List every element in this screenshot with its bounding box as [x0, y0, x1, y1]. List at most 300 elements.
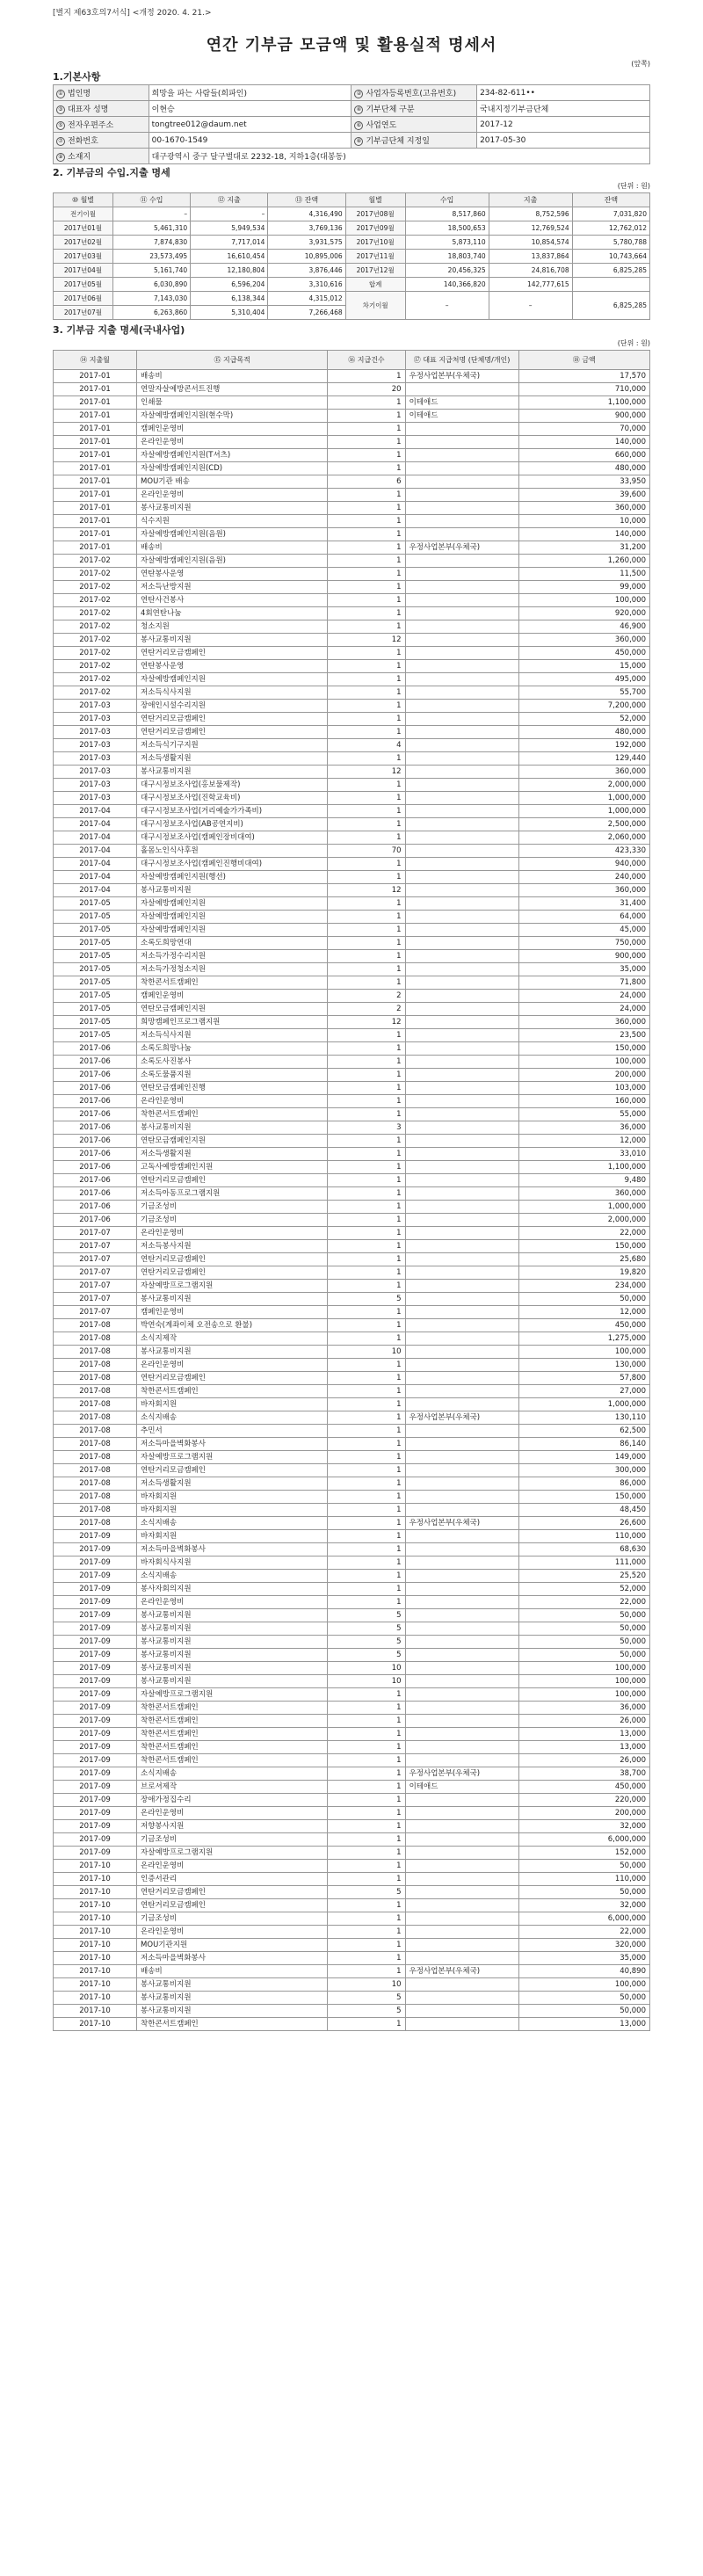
table-row	[54, 1121, 650, 1135]
expense-month: 2017-01	[54, 410, 137, 423]
expense-amount: 50,000	[518, 2005, 649, 2018]
table-row	[54, 963, 650, 976]
info-label	[54, 85, 149, 101]
expense-count: 12	[328, 1016, 405, 1029]
expense-amount: 480,000	[518, 462, 649, 475]
expense-count: 1	[328, 607, 405, 620]
expense-payee	[405, 1280, 518, 1293]
expense-payee	[405, 1741, 518, 1754]
table-row	[54, 1517, 650, 1530]
expense-month: 2017-09	[54, 1728, 137, 1741]
table-row	[54, 897, 650, 911]
income-cell-month: 2017년08월	[345, 207, 405, 221]
expense-month: 2017-03	[54, 792, 137, 805]
table-row	[54, 410, 650, 423]
expense-count: 5	[328, 1293, 405, 1306]
table-row	[54, 1530, 650, 1543]
circled-number: ⑨	[56, 153, 65, 162]
table-row	[54, 1992, 650, 2005]
expense-count: 1	[328, 1306, 405, 1319]
expense-purpose: 저소득마을벽화봉사	[137, 1543, 328, 1556]
expense-payee	[405, 1148, 518, 1161]
expense-purpose: 기금조성비	[137, 1833, 328, 1847]
expense-month: 2017-05	[54, 897, 137, 911]
expense-amount: 140,000	[518, 528, 649, 541]
expense-purpose: 저소득아동프로그램지원	[137, 1187, 328, 1201]
expense-amount: 52,000	[518, 1583, 649, 1596]
expense-count: 1	[328, 462, 405, 475]
expense-count: 1	[328, 1253, 405, 1266]
expense-month: 2017-09	[54, 1807, 137, 1820]
expense-count: 1	[328, 911, 405, 924]
expense-amount: 160,000	[518, 1095, 649, 1108]
expense-month: 2017-09	[54, 1754, 137, 1767]
expense-purpose: MOU기관 배송	[137, 475, 328, 489]
expense-count: 1	[328, 1491, 405, 1504]
table-row	[54, 1860, 650, 1873]
expense-payee	[405, 1477, 518, 1491]
expense-count: 1	[328, 1135, 405, 1148]
expense-purpose: 착한콘서트캠페인	[137, 1741, 328, 1754]
income-cell-month: 2017년03월	[54, 250, 113, 264]
expense-amount: 1,260,000	[518, 555, 649, 568]
expense-count: 1	[328, 1741, 405, 1754]
expense-count: 1	[328, 396, 405, 410]
expense-month: 2017-09	[54, 1583, 137, 1596]
expense-amount: 33,950	[518, 475, 649, 489]
expense-amount: 360,000	[518, 766, 649, 779]
expense-purpose: 박연숙(계좌이체 오전송으로 환불)	[137, 1319, 328, 1332]
table-row	[54, 1543, 650, 1556]
column-header: ⑰ 대표 지급처명 (단체명/개인)	[405, 351, 518, 370]
expense-month: 2017-06	[54, 1121, 137, 1135]
expense-purpose: 자살예방프로그램지원	[137, 1688, 328, 1702]
expense-amount: 26,000	[518, 1715, 649, 1728]
table-row	[54, 673, 650, 686]
table-row	[54, 1702, 650, 1715]
expense-payee: 이테애드	[405, 410, 518, 423]
table-row	[54, 555, 650, 568]
expense-month: 2017-09	[54, 1543, 137, 1556]
income-row	[54, 292, 650, 306]
expense-payee	[405, 1003, 518, 1016]
expense-month: 2017-01	[54, 396, 137, 410]
expense-count: 1	[328, 713, 405, 726]
expense-payee	[405, 792, 518, 805]
expense-count: 1	[328, 1359, 405, 1372]
expense-amount: 45,000	[518, 924, 649, 937]
expense-purpose: 연탄사건봉사	[137, 594, 328, 607]
expense-purpose: 대구시정보조사업(AB공연지비)	[137, 818, 328, 831]
expense-payee	[405, 1029, 518, 1042]
table-row	[54, 1003, 650, 1016]
income-cell-balance: 3,931,575	[268, 236, 345, 250]
income-cell-balance: 3,310,616	[268, 278, 345, 292]
expense-purpose: 온라인운영비	[137, 1095, 328, 1108]
expense-count: 1	[328, 1952, 405, 1965]
info-label-text: 기부금단체 지정일	[366, 137, 430, 146]
column-header: 수입	[405, 193, 489, 207]
expense-payee	[405, 1266, 518, 1280]
table-row	[54, 1161, 650, 1174]
expense-amount: 64,000	[518, 911, 649, 924]
expense-payee	[405, 1372, 518, 1385]
expense-payee	[405, 673, 518, 686]
expense-purpose: 기금조성비	[137, 1201, 328, 1214]
expense-count: 1	[328, 1398, 405, 1411]
expense-count: 1	[328, 581, 405, 594]
expense-purpose: 봉사교통비지원	[137, 1622, 328, 1636]
table-row	[54, 502, 650, 515]
expense-purpose: 연탄거리모금캠페인	[137, 1886, 328, 1899]
expense-month: 2017-06	[54, 1187, 137, 1201]
table-row	[54, 1293, 650, 1306]
income-cell-month: 2017년06월	[54, 292, 113, 306]
expense-amount: 10,000	[518, 515, 649, 528]
table-row	[54, 1425, 650, 1438]
expense-amount: 360,000	[518, 884, 649, 897]
expense-count: 5	[328, 1609, 405, 1622]
expense-month: 2017-08	[54, 1504, 137, 1517]
expense-payee	[405, 1609, 518, 1622]
expense-amount: 50,000	[518, 1860, 649, 1873]
table-row	[54, 449, 650, 462]
table-row	[54, 1319, 650, 1332]
expense-amount: 11,500	[518, 568, 649, 581]
expense-payee	[405, 475, 518, 489]
expense-payee	[405, 1108, 518, 1121]
expense-count: 1	[328, 1833, 405, 1847]
expense-payee	[405, 1847, 518, 1860]
expense-purpose: 온라인운영비	[137, 489, 328, 502]
expense-count: 1	[328, 1214, 405, 1227]
income-cell-month: 전기이월	[54, 207, 113, 221]
expense-payee	[405, 1293, 518, 1306]
expense-count: 1	[328, 1517, 405, 1530]
expense-month: 2017-05	[54, 1016, 137, 1029]
income-header-row	[54, 193, 650, 207]
expense-month: 2017-09	[54, 1820, 137, 1833]
expense-month: 2017-01	[54, 515, 137, 528]
expense-purpose: 연탄모금캠페인진행	[137, 1082, 328, 1095]
expense-payee	[405, 1649, 518, 1662]
income-cell-balance: 7,266,468	[268, 306, 345, 320]
expense-payee	[405, 871, 518, 884]
expense-purpose: 자살예방프로그램지원	[137, 1451, 328, 1464]
expense-month: 2017-01	[54, 436, 137, 449]
expense-count: 1	[328, 871, 405, 884]
table-row	[54, 1056, 650, 1069]
table-row	[54, 792, 650, 805]
expense-purpose: 자살예방프로그램지원	[137, 1280, 328, 1293]
expense-count: 1	[328, 568, 405, 581]
expense-month: 2017-01	[54, 462, 137, 475]
expense-purpose: 자살예방캠페인지원(현수막)	[137, 410, 328, 423]
expense-month: 2017-10	[54, 1939, 137, 1952]
table-row	[54, 1978, 650, 1992]
expense-amount: 150,000	[518, 1240, 649, 1253]
info-label-text: 전화번호	[68, 137, 98, 146]
expense-count: 1	[328, 436, 405, 449]
expense-month: 2017-09	[54, 1530, 137, 1543]
table-row	[54, 884, 650, 897]
expense-month: 2017-03	[54, 779, 137, 792]
expense-count: 1	[328, 1570, 405, 1583]
expense-month: 2017-06	[54, 1135, 137, 1148]
income-cell-balance: 7,031,820	[572, 207, 649, 221]
expense-amount: 300,000	[518, 1464, 649, 1477]
expense-month: 2017-05	[54, 976, 137, 990]
expense-payee	[405, 1636, 518, 1649]
expense-count: 1	[328, 1939, 405, 1952]
expense-month: 2017-02	[54, 555, 137, 568]
expense-purpose: 자살예방캠페인지원(음원)	[137, 555, 328, 568]
expense-purpose: 소록도희망나눔	[137, 1042, 328, 1056]
expense-purpose: 저소득생활지원	[137, 752, 328, 766]
expense-amount: 50,000	[518, 1636, 649, 1649]
expense-purpose: 착한콘서트캠페인	[137, 1728, 328, 1741]
expense-count: 1	[328, 963, 405, 976]
expense-purpose: 자살예방캠페인지원(음원)	[137, 528, 328, 541]
expense-amount: 39,600	[518, 489, 649, 502]
expense-count: 1	[328, 1385, 405, 1398]
expense-count: 1	[328, 1926, 405, 1939]
expense-payee	[405, 1702, 518, 1715]
expense-purpose: 자살예방캠페인지원	[137, 924, 328, 937]
expense-payee: 우정사업본부(우체국)	[405, 370, 518, 383]
expense-payee	[405, 1807, 518, 1820]
expense-purpose: 연탄거리모금캠페인	[137, 1266, 328, 1280]
column-header: 잔액	[572, 193, 649, 207]
expense-count: 5	[328, 2005, 405, 2018]
expense-month: 2017-01	[54, 528, 137, 541]
expense-count: 1	[328, 686, 405, 700]
expense-purpose: 온라인운영비	[137, 436, 328, 449]
expense-purpose: 장애인시설수리지원	[137, 700, 328, 713]
expense-payee	[405, 1398, 518, 1411]
expense-purpose: 저소득생활지원	[137, 1477, 328, 1491]
table-row	[54, 1926, 650, 1939]
expense-payee	[405, 1596, 518, 1609]
expense-month: 2017-01	[54, 502, 137, 515]
table-row	[54, 805, 650, 818]
income-cell-month: 2017년12월	[345, 264, 405, 278]
expense-count: 5	[328, 1636, 405, 1649]
expense-month: 2017-09	[54, 1675, 137, 1688]
expense-month: 2017-08	[54, 1332, 137, 1346]
expense-amount: 50,000	[518, 1649, 649, 1662]
expense-purpose: 소식지배송	[137, 1517, 328, 1530]
expense-amount: 25,680	[518, 1253, 649, 1266]
table-row	[54, 1016, 650, 1029]
info-label	[54, 101, 149, 117]
expense-amount: 360,000	[518, 1187, 649, 1201]
expense-purpose: MOU기관지원	[137, 1939, 328, 1952]
expense-purpose: 저소득마을벽화봉사	[137, 1438, 328, 1451]
expense-amount: 12,000	[518, 1306, 649, 1319]
expense-purpose: 자살예방프로그램지원	[137, 1847, 328, 1860]
expense-month: 2017-08	[54, 1425, 137, 1438]
column-header: 월별	[345, 193, 405, 207]
table-row	[54, 1332, 650, 1346]
income-cell-expense: 13,837,864	[489, 250, 572, 264]
info-value: 2017-12	[477, 117, 650, 133]
expense-purpose: 저소득마을벽화봉사	[137, 1952, 328, 1965]
expense-amount: 100,000	[518, 594, 649, 607]
expense-amount: 32,000	[518, 1820, 649, 1833]
expense-amount: 150,000	[518, 1042, 649, 1056]
expense-amount: 6,000,000	[518, 1912, 649, 1926]
expense-count: 1	[328, 1688, 405, 1702]
expense-amount: 100,000	[518, 1056, 649, 1069]
income-cell-balance: 3,876,446	[268, 264, 345, 278]
expense-payee	[405, 976, 518, 990]
table-row	[54, 528, 650, 541]
expense-amount: 111,000	[518, 1556, 649, 1570]
expense-purpose: 저소득식사지원	[137, 1029, 328, 1042]
expense-amount: 129,440	[518, 752, 649, 766]
expense-amount: 46,900	[518, 620, 649, 634]
expense-count: 1	[328, 1411, 405, 1425]
income-cell-expense: 6,138,344	[191, 292, 268, 306]
expense-month: 2017-01	[54, 449, 137, 462]
expense-month: 2017-02	[54, 686, 137, 700]
table-row	[54, 1622, 650, 1636]
expense-amount: 1,100,000	[518, 396, 649, 410]
expense-purpose: 바자회지원	[137, 1530, 328, 1543]
income-cell-income: 20,456,325	[405, 264, 489, 278]
column-header: ⑫ 지출	[191, 193, 268, 207]
expense-month: 2017-07	[54, 1266, 137, 1280]
expense-count: 5	[328, 1886, 405, 1899]
expense-amount: 36,000	[518, 1702, 649, 1715]
expense-count: 1	[328, 1847, 405, 1860]
expense-month: 2017-02	[54, 634, 137, 647]
expense-purpose: 연탄거리모금캠페인	[137, 1464, 328, 1477]
expense-purpose: 4회연탄나눔	[137, 607, 328, 620]
expense-count: 1	[328, 1319, 405, 1332]
expense-payee	[405, 779, 518, 792]
expense-month: 2017-09	[54, 1688, 137, 1702]
expense-month: 2017-10	[54, 1886, 137, 1899]
expense-month: 2017-08	[54, 1411, 137, 1425]
expense-month: 2017-06	[54, 1148, 137, 1161]
expense-amount: 450,000	[518, 1319, 649, 1332]
table-row	[54, 1464, 650, 1477]
table-row	[54, 607, 650, 620]
expense-payee	[405, 1042, 518, 1056]
expense-month: 2017-03	[54, 739, 137, 752]
table-row	[54, 1385, 650, 1398]
income-cell-balance: 5,780,788	[572, 236, 649, 250]
expense-payee	[405, 620, 518, 634]
expense-amount: 100,000	[518, 1346, 649, 1359]
expense-payee	[405, 581, 518, 594]
expense-month: 2017-10	[54, 2005, 137, 2018]
income-cell-balance: 10,743,664	[572, 250, 649, 264]
expense-month: 2017-10	[54, 1912, 137, 1926]
expense-amount: 68,630	[518, 1543, 649, 1556]
expense-amount: 52,000	[518, 713, 649, 726]
expense-count: 10	[328, 1346, 405, 1359]
expense-count: 10	[328, 1662, 405, 1675]
table-row	[54, 594, 650, 607]
income-cell-balance: 4,316,490	[268, 207, 345, 221]
info-label-text: 법인명	[68, 90, 91, 98]
expense-amount: 22,000	[518, 1926, 649, 1939]
expense-count: 1	[328, 831, 405, 845]
expense-count: 1	[328, 673, 405, 686]
expense-purpose: 브로셔제작	[137, 1781, 328, 1794]
expense-amount: 320,000	[518, 1939, 649, 1952]
expense-purpose: 온라인운영비	[137, 1227, 328, 1240]
expense-count: 1	[328, 752, 405, 766]
table-row	[54, 686, 650, 700]
expense-month: 2017-10	[54, 1978, 137, 1992]
expense-month: 2017-04	[54, 884, 137, 897]
expense-payee	[405, 1543, 518, 1556]
table-row	[54, 1873, 650, 1886]
expense-month: 2017-02	[54, 568, 137, 581]
expense-count: 1	[328, 515, 405, 528]
form-note: [별지 제63호의7서식] <개정 2020. 4. 21.>	[53, 9, 212, 18]
table-row	[54, 1767, 650, 1781]
expense-amount: 900,000	[518, 410, 649, 423]
expense-month: 2017-09	[54, 1767, 137, 1781]
info-row	[54, 85, 650, 101]
expense-count: 1	[328, 647, 405, 660]
info-row	[54, 101, 650, 117]
expense-count: 1	[328, 1187, 405, 1201]
column-header: ⑱ 금액	[518, 351, 649, 370]
expense-count: 10	[328, 1978, 405, 1992]
expense-count: 1	[328, 1438, 405, 1451]
expense-payee	[405, 1978, 518, 1992]
info-label	[352, 101, 477, 117]
expense-purpose: 대구시정보조사업(홍보물제작)	[137, 779, 328, 792]
expense-purpose: 온라인운영비	[137, 1596, 328, 1609]
income-cell-month: 2017년05월	[54, 278, 113, 292]
expense-month: 2017-10	[54, 1873, 137, 1886]
expense-amount: 200,000	[518, 1807, 649, 1820]
expense-amount: 57,800	[518, 1372, 649, 1385]
expense-month: 2017-01	[54, 370, 137, 383]
table-row	[54, 581, 650, 594]
table-row	[54, 1095, 650, 1108]
expense-payee	[405, 1754, 518, 1767]
expense-payee	[405, 555, 518, 568]
total-cell-month: 합계	[345, 278, 405, 292]
expense-payee	[405, 1952, 518, 1965]
table-row	[54, 858, 650, 871]
expense-payee	[405, 1306, 518, 1319]
expense-payee	[405, 1319, 518, 1332]
expense-payee: 이테애드	[405, 1781, 518, 1794]
expense-month: 2017-06	[54, 1082, 137, 1095]
info-label-text: 대표자 성명	[68, 105, 109, 114]
circled-number: ②	[354, 90, 363, 98]
column-header: 지출	[489, 193, 572, 207]
expense-purpose: 대구시정보조사업(거리예술가가족비)	[137, 805, 328, 818]
table-row	[54, 1847, 650, 1860]
circled-number: ③	[56, 105, 65, 114]
expense-payee	[405, 1662, 518, 1675]
expense-payee: 우정사업본부(우체국)	[405, 1411, 518, 1425]
expense-count: 1	[328, 1596, 405, 1609]
column-header: ⑯ 지급건수	[328, 351, 405, 370]
expense-month: 2017-07	[54, 1293, 137, 1306]
table-row	[54, 1688, 650, 1702]
